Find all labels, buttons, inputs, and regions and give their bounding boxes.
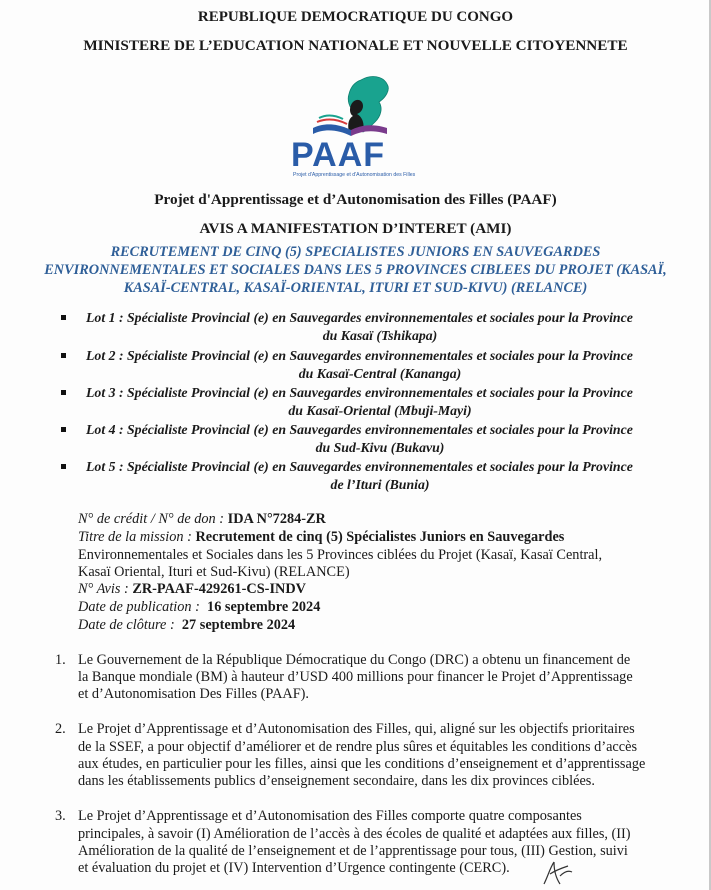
recruitment-title-line: ENVIRONNEMENTALES ET SOCIALES DANS LES 5 PROVINCES CIBLEES DU PROJET (KASAÏ, bbox=[44, 262, 667, 278]
ministry-heading: MINISTERE DE L’EDUCATION NATIONALE ET NOUVELLE CITOYENNETE bbox=[83, 37, 628, 54]
publication-label: Date de publication : bbox=[78, 599, 204, 615]
logo-wordmark: PAAF bbox=[291, 136, 386, 174]
ami-title: AVIS A MANIFESTATION D’INTERET (AMI) bbox=[199, 220, 512, 237]
signature-initials-icon bbox=[538, 858, 578, 888]
credit-number-line bbox=[78, 511, 326, 528]
lot-line1: Lot 3 : Spécialiste Provincial (e) en Sauvegardes environnementales et sociales pour la Province bbox=[86, 385, 633, 400]
paragraph-line: Amélioration de la qualité de l’enseignement et de l’apprentissage pour tous, (III) Gestion, suivi bbox=[78, 843, 628, 859]
lot-line2: du Sud-Kivu (Bukavu) bbox=[315, 440, 445, 455]
paragraph-line: principales, à savoir (I) Amélioration de l’accès à des écoles de qualité et adaptées aux filles, (II) bbox=[78, 826, 631, 842]
lot-line1: Lot 1 : Spécialiste Provincial (e) en Sauvegardes environnementales et sociales pour la Province bbox=[86, 310, 633, 325]
project-title: Projet d'Apprentissage et d’Autonomisation des Filles (PAAF) bbox=[154, 191, 557, 208]
closing-value: 27 septembre 2024 bbox=[181, 617, 296, 633]
paragraph-number: 3. bbox=[55, 808, 66, 824]
paragraph-line: de la SSEF, a pour objectif d’améliorer et de rendre plus sûres et équitables les conditions d’accès bbox=[78, 739, 638, 755]
mission-value: Recrutement de cinq (5) Spécialistes Juniors en Sauvegardes bbox=[195, 529, 565, 545]
paragraph-line: et évaluation du projet et (IV) Intervention d’Urgence contingente (CERC). bbox=[78, 860, 510, 876]
mission-title-line bbox=[78, 529, 564, 546]
logo-tagline: Projet d'Apprentissage et d'Autonomisation des Filles bbox=[293, 172, 416, 178]
lot-line2: du Kasaï (Tshikapa) bbox=[322, 328, 438, 343]
bullet-icon bbox=[61, 315, 66, 320]
paragraph-line: aux études, en particulier pour les filles, ainsi que les conditions d’enseignement et d’apprentissage bbox=[78, 756, 646, 772]
lot-line2: de l’Ituri (Bunia) bbox=[330, 477, 430, 492]
bullet-icon bbox=[61, 353, 66, 358]
closing-date-line bbox=[78, 617, 295, 634]
paragraph-line: Le Gouvernement de la République Démocratique du Congo (DRC) a obtenu un financement de bbox=[78, 652, 631, 668]
publication-date-line bbox=[78, 599, 320, 616]
republic-heading: REPUBLIQUE DEMOCRATIQUE DU CONGO bbox=[197, 9, 514, 25]
lot-line2: du Kasaï-Central (Kananga) bbox=[298, 366, 462, 381]
bullet-icon bbox=[61, 427, 66, 432]
mission-value-line: Kasaï Oriental, Ituri et Sud-Kivu) (RELANCE) bbox=[78, 564, 350, 580]
recruitment-title-line: KASAÏ-CENTRAL, KASAÏ-ORIENTAL, ITURI ET SUD-KIVU) (RELANCE) bbox=[123, 280, 588, 296]
paragraph-line: dans les établissements publics d’enseignement secondaire, dans les dix provinces ciblées. bbox=[78, 773, 595, 789]
lot-line1: Lot 4 : Spécialiste Provincial (e) en Sauvegardes environnementales et sociales pour la Province bbox=[86, 422, 633, 437]
closing-label: Date de clôture : bbox=[78, 617, 179, 633]
paragraph-line: la Banque mondiale (BM) à hauteur d’USD 400 millions pour financer le Projet d’Apprentissage bbox=[78, 669, 633, 685]
credit-value: IDA N°7284-ZR bbox=[227, 511, 326, 527]
paragraph-number: 2. bbox=[55, 721, 66, 737]
paragraph-line: Le Projet d’Apprentissage et d’Autonomisation des Filles comporte quatre composantes bbox=[78, 808, 582, 824]
paragraph-line: Le Projet d’Apprentissage et d’Autonomisation des Filles, qui, aligné sur les objectifs prioritaires bbox=[78, 721, 635, 737]
avis-number-line bbox=[78, 581, 306, 598]
credit-label: N° de crédit / N° de don : bbox=[78, 511, 228, 527]
paragraph-line: et d’Autonomisation Des Filles (PAAF). bbox=[78, 686, 310, 702]
mission-value-line: Environnementales et Sociales dans les 5 Provinces ciblées du Projet (Kasaï, Kasaï Central, bbox=[78, 547, 603, 563]
recruitment-title-line: RECRUTEMENT DE CINQ (5) SPECIALISTES JUNIORS EN SAUVEGARDES bbox=[110, 244, 601, 260]
mission-label: Titre de la mission : bbox=[78, 529, 196, 545]
avis-value: ZR-PAAF-429261-CS-INDV bbox=[132, 581, 306, 597]
paaf-logo bbox=[283, 72, 431, 180]
paragraph-number: 1. bbox=[55, 652, 66, 668]
avis-label: N° Avis : bbox=[78, 581, 133, 597]
publication-value: 16 septembre 2024 bbox=[207, 599, 321, 615]
lot-line1: Lot 2 : Spécialiste Provincial (e) en Sauvegardes environnementales et sociales pour la Province bbox=[86, 348, 633, 363]
lot-line1: Lot 5 : Spécialiste Provincial (e) en Sauvegardes environnementales et sociales pour la Province bbox=[86, 459, 633, 474]
bullet-icon bbox=[61, 390, 66, 395]
bullet-icon bbox=[61, 464, 66, 469]
lot-line2: du Kasaï-Oriental (Mbuji-Mayi) bbox=[288, 403, 472, 418]
